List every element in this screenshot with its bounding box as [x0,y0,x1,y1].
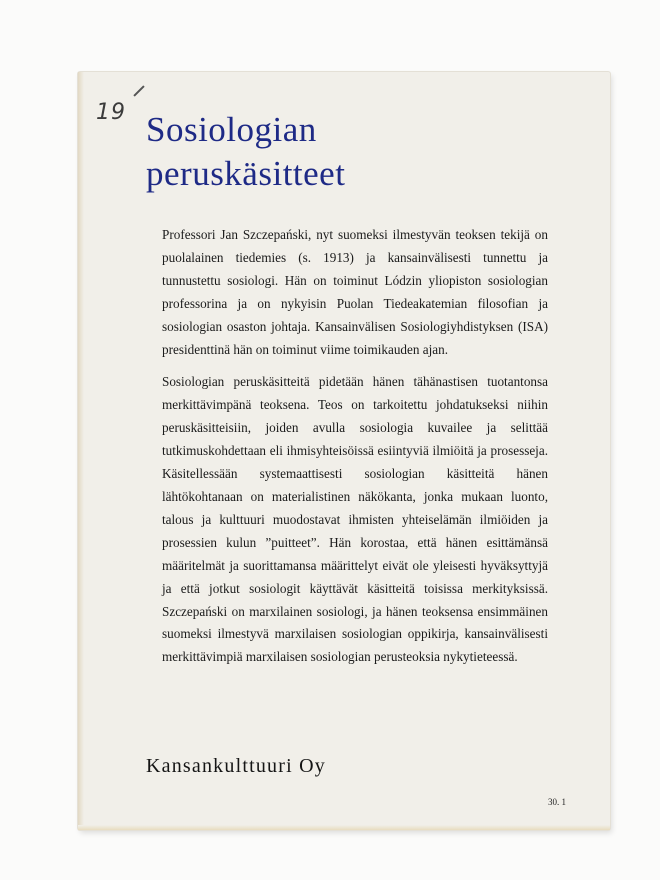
book-bottom-edge [78,825,610,830]
catalog-code: 30. 1 [548,797,566,807]
handwritten-mark [133,85,144,96]
book-spine-edge [78,72,84,830]
handwritten-number: 19 [96,100,126,125]
publisher-name: Kansankulttuuri Oy [146,755,326,777]
description-paragraph-2: Sosiologian peruskäsitteitä pidetään hänen tähänastisen tuotantonsa merkittävimpänä teoksena. Teos on tarkoitettu johdatukseksi niihin peruskäsitteisiin, joiden avulla sosiologia kuvailee ja selittää tutkimuskohdettaan eli ihmisyhteisöissä esiintyviä ilmiöitä ja prosesseja. Käsitellessään systemaattisesti sosiologian käsitteitä hänen lähtökohtanaan on materialistinen näkökanta, jonka mukaan luonto, talous ja kulttuuri muodostavat ihmisten yhteiselämän ilmiöiden ja prosessien kulun ”puitteet”. Hän korostaa, että hänen esittämänsä määritelmät ja suorittamansa määrittelyt eivät ole yleisesti hyväksyttyjä ja että jotkut sosiologit käyttävät käsitteitä toisissa merkityksissä. Szczepański on marxilainen sosiologi, ja hänen teoksensa ensimmäinen suomeksi ilmestyvä marxilaisen sosiologian oppikirja, kansainvälisesti merkittävimpiä marxilaisen sosiologian perusteoksia nykytieteessä. [162,374,548,665]
description-paragraph-1: Professori Jan Szczepański, nyt suomeksi ilmestyvän teoksen tekijä on puolalainen tiedemies (s. 1913) ja kansainvälisesti tunnettu ja tunnustettu sosiologi. Hän on toiminut Lódzin yliopiston sosiologian professorina ja on nykyisin Puolan Tiedeakatemian filosofian ja sosiologian osaston johtaja. Kansainvälisen Sosiologiyhdistyksen (ISA) presidenttinä hän on toiminut viime toimikauden ajan. [162,227,548,357]
book-back-cover [78,72,610,830]
book-title [146,108,345,196]
title-line-1: Sosiologian [146,110,317,149]
description [162,224,548,679]
title-line-2: peruskäsitteet [146,154,346,193]
